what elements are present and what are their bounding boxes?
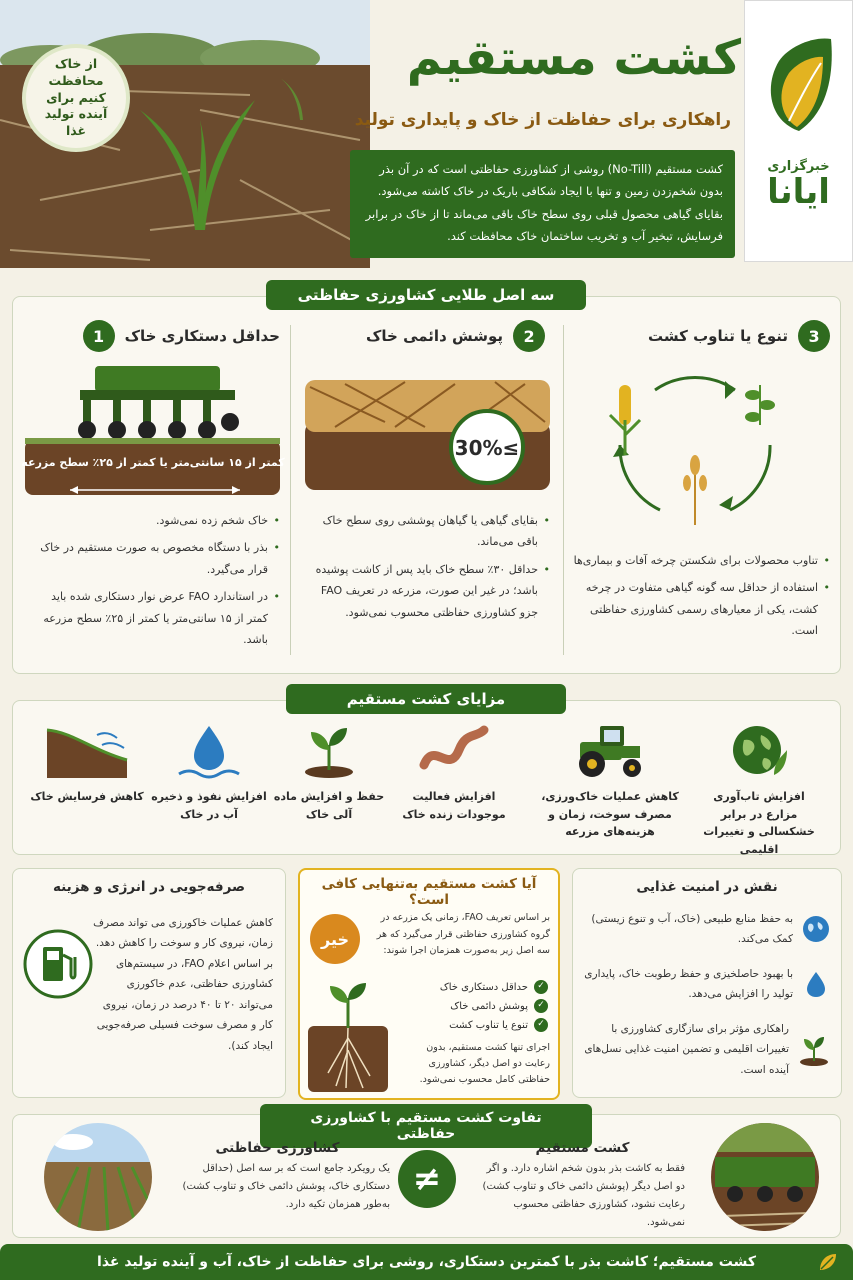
food-security-item: [573, 1019, 841, 1080]
principle-1-bullet: • بذر با دستگاه مخصوص به صورت مستقیم در خاک قرار می‌گیرد.: [30, 537, 280, 580]
agency-name: ایانا: [767, 172, 830, 212]
food-security-text: با بهبود حاصلخیزی و حفظ رطوبت خاک، پایداری تولید را افزایش می‌دهد.: [584, 967, 793, 1001]
no-till-title: کشت مستقیم: [535, 1140, 630, 1156]
footer-text: کشت مستقیم؛ کاشت بذر با کمترین دستکاری، روشی برای حفاظت از خاک، آب و آینده تولید غذا: [97, 1254, 756, 1270]
page-subtitle: راهکاری برای حفاظت از خاک و پایداری تولید: [354, 110, 731, 130]
badge-text: از خاک محافظت کنیم برای آینده تولید غذا: [44, 55, 108, 139]
principle-title-1: حداقل دستکاری خاک: [124, 327, 280, 345]
difference-section-title: تفاوت کشت مستقیم با کشاورزی حفاظتی: [260, 1104, 592, 1148]
principle-number-2: 2: [513, 320, 545, 352]
principle-column-3: [570, 320, 830, 352]
principle-2-bullet: • بقایای گیاهی یا گیاهان پوششی روی سطح خاک باقی می‌ماند.: [305, 510, 550, 553]
principle-number-1: 1: [83, 320, 115, 352]
water-drop-icon: [801, 969, 831, 999]
check-item: ✓پوشش دائمی خاک: [440, 997, 548, 1016]
food-security-item: [573, 909, 841, 950]
principle-title-2: پوشش دائمی خاک: [366, 327, 503, 345]
agency-logo-card: [744, 0, 853, 262]
food-security-title: نقش در امنیت غذایی: [636, 879, 778, 895]
residue-cover-illustration: [305, 372, 550, 492]
depth-label: کمتر از ۱۵ سانتی‌متر یا کمتر از ۲۵٪ سطح مزرعه: [21, 456, 285, 469]
is-enough-outro: اجرای تنها کشت مستقیم، بدون رعایت دو اصل دیگر، کشاورزی حفاظتی کامل محسوب نمی‌شود.: [419, 1042, 550, 1086]
benefit-label: کاهش فرسایش خاک: [30, 790, 144, 803]
principle-bullets-3: [570, 550, 830, 648]
wheat-icon: [683, 455, 707, 525]
principle-2-bullet: • حداقل ۳۰٪ سطح خاک باید پس از کاشت پوشیده باشد؛ در غیر این صورت، مزرعه در تعریف FAO جزو کشاورزی حفاظتی محسوب نمی‌شود.: [305, 559, 550, 623]
protect-soil-badge: [22, 44, 130, 152]
conservation-field-photo: [28, 1122, 168, 1232]
sprout-icon: [797, 1033, 831, 1067]
no-till-definition: [480, 1140, 685, 1232]
globe-icon: [801, 914, 831, 944]
benefit-label: حفظ و افزایش ماده آلی خاک: [273, 790, 385, 821]
principle-1-bullet: • در استاندارد FAO عرض نوار دستکاری شده باید کمتر از ۱۵ سانتی‌متر یا کمتر از ۲۵٪ سطح مزرعه باشد.: [30, 586, 280, 650]
footer-bar: [0, 1244, 853, 1280]
water-drop-icon: [174, 720, 244, 780]
benefit-label: افزایش فعالیت موجودات زنده خاک: [402, 790, 506, 821]
benefit-item-soil-life: [395, 718, 513, 823]
divider: [563, 325, 564, 655]
not-equal-icon: ≠: [398, 1150, 456, 1208]
benefit-label: افزایش نفوذ و ذخیره آب در خاک: [151, 790, 267, 821]
food-security-text: به حفظ منابع طبیعی (خاک، آب و تنوع زیستی) کمک می‌کند.: [591, 913, 793, 946]
check-item: ✓حداقل دستکاری خاک: [440, 978, 548, 997]
page-title: کشت مستقیم: [406, 30, 741, 86]
check-icon: ✓: [534, 999, 548, 1013]
sprout-icon: [299, 720, 359, 780]
fuel-pump-icon: [23, 929, 93, 999]
principle-3-bullet: • استفاده از حداقل سه گونه گیاهی متفاوت در چرخه کشت، یکی از معیارهای رسمی کشاورزی حفاظتی است.: [570, 577, 830, 641]
intro-box: [350, 150, 735, 258]
principles-section-title: سه اصل طلایی کشاورزی حفاظتی: [266, 280, 586, 310]
check-icon: ✓: [534, 1018, 548, 1032]
benefits-section-title: مزایای کشت مستقیم: [286, 684, 566, 714]
no-till-text: فقط به کاشت بذر بدون شخم اشاره دارد. و اگر دو اصل دیگر (پوشش دائمی خاک و تناوب کشت) رعایت نشود، کشاورزی حفاظتی محسوب نمی‌شود.: [482, 1163, 685, 1228]
principle-bullets-1: [30, 510, 280, 657]
principle-3-bullet: • تناوب محصولات برای شکستن چرخه آفات و بیماری‌ها: [570, 550, 830, 571]
leaf-icon: [817, 1251, 839, 1273]
energy-text: کاهش عملیات خاکورزی می‌ تواند مصرف زمان، نیروی کار و سوخت را کاهش دهد. بر اساس اعلام FAO، در سیستم‌های کشاورزی حفاظتی، عدم خاکورزی می‌تواند ۲۰ تا ۴۰ درصد در زمان، نیروی کار و مصرف سوخت فسیلی صرفه‌جویی ایجاد کند).: [93, 917, 273, 1052]
benefit-label: کاهش عملیات خاک‌ورزی، مصرف سوخت، زمان و هزینه‌های مزرعه: [541, 790, 679, 839]
earthworm-icon: [414, 720, 494, 780]
principle-number-3: 3: [798, 320, 830, 352]
principle-bullets-2: [305, 510, 550, 629]
conservation-definition: [165, 1140, 390, 1214]
tractor-icon: [570, 720, 650, 780]
no-till-photo: [695, 1122, 835, 1232]
crop-rotation-cycle: [595, 365, 795, 530]
benefit-item-tillage: [540, 718, 680, 841]
principle-title-3: تنوع یا تناوب کشت: [648, 327, 788, 345]
no-till-seeder-illustration: [21, 362, 285, 497]
benefit-label: افزایش تاب‌آوری مزارع در برابر خشکسالی و تغییرات اقلیمی: [703, 790, 815, 856]
conservation-text: یک رویکرد جامع است که بر سه اصل (حداقل دستکاری خاک، پوشش دائمی خاک و تناوب کشت) به‌طور همزمان تکیه دارد.: [182, 1163, 390, 1210]
legume-icon: [745, 385, 775, 425]
food-security-panel: [572, 868, 842, 1098]
benefit-item-water: [150, 718, 268, 823]
benefit-item-climate: [700, 718, 818, 858]
energy-panel: [12, 868, 286, 1098]
globe-leaf-icon: [729, 720, 789, 780]
is-enough-intro: بر اساس تعریف FAO، زمانی یک مزرعه در گروه کشاورزی حفاظتی قرار می‌گیرد که هر سه اصل زیر به‌صورت همزمان اجرا شوند:: [376, 912, 550, 957]
leaf-logo-icon: [759, 31, 839, 141]
conservation-title: کشاورزی حفاظتی: [215, 1140, 340, 1156]
benefit-item-erosion: [28, 718, 146, 806]
soil-erosion-icon: [42, 720, 132, 780]
check-icon: ✓: [534, 980, 548, 994]
principle-column-2: [300, 320, 555, 352]
check-item: ✓تنوع یا تناوب کشت: [440, 1016, 548, 1035]
benefit-item-organic-matter: [270, 718, 388, 823]
corn-icon: [610, 385, 640, 455]
intro-text: کشت مستقیم (No-Till) روشی از کشاورزی حفاظتی است که در آن بذر بدون شخم‌زدن زمین و تنها با ایجاد شکافی باریک در خاک کاشته می‌شود. بقایای گیاهی محصول قبلی روی سطح خاک باقی می‌ماند تا از خاک در برابر فرسایش، تبخیر آب و تخریب ساختمان خاک محافظت کند.: [365, 162, 723, 244]
food-security-text: راهکاری مؤثر برای سازگاری کشاورزی با تغییرات اقلیمی و تضمین امنیت غذایی نسل‌های آینده است.: [584, 1022, 789, 1076]
energy-title: صرفه‌جویی در انرژی و هزینه: [52, 879, 246, 895]
answer-no-badge: خیر: [310, 914, 360, 964]
principle-column-1: [30, 320, 280, 352]
is-enough-panel: [298, 868, 560, 1100]
checklist: [440, 978, 548, 1035]
divider: [290, 325, 291, 655]
agency-label: خبرگزاری: [767, 159, 830, 174]
food-security-item: [573, 964, 841, 1005]
coverage-label: ≥30%: [454, 436, 520, 460]
principle-1-bullet: • خاک شخم زده نمی‌شود.: [30, 510, 280, 531]
is-enough-title: آیا کشت مستقیم به‌تنهایی کافی است؟: [321, 876, 537, 908]
seedling-roots-icon: [308, 978, 388, 1093]
